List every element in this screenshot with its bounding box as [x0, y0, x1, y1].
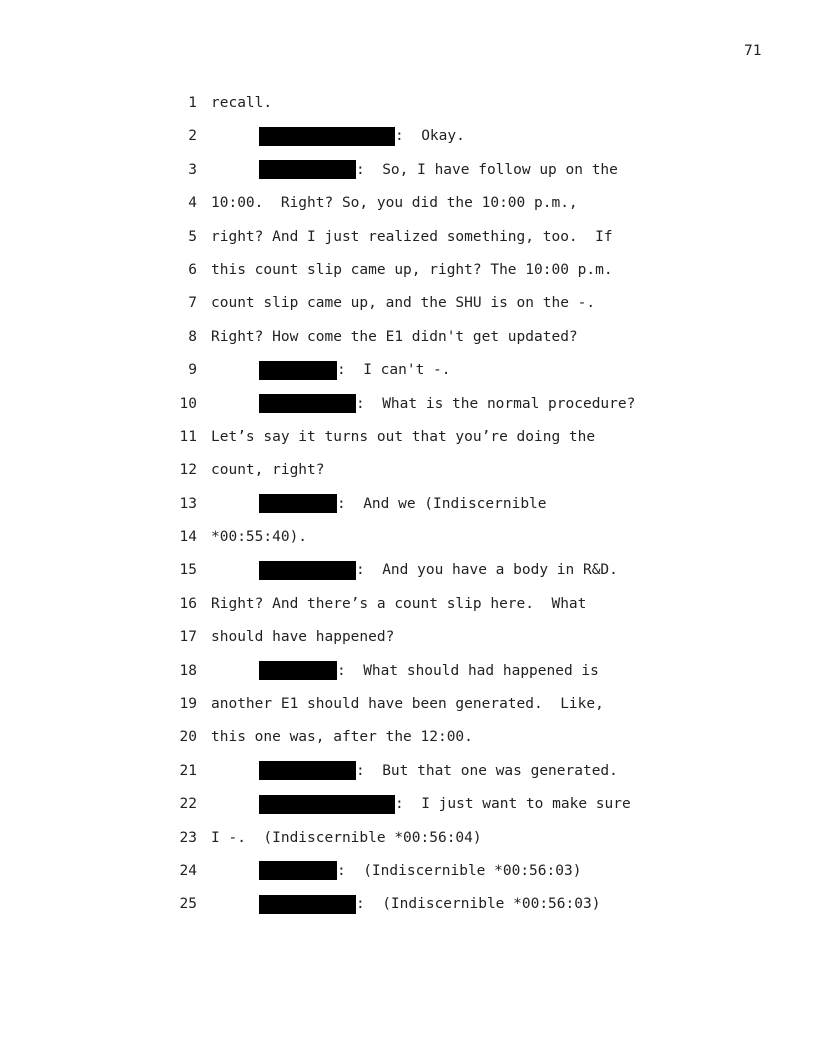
line-number: 12 [179, 462, 197, 479]
line-number: 4 [188, 195, 197, 212]
line-text: Right? How come the E1 didn't get updated? [211, 328, 578, 345]
line-text: recall. [211, 95, 273, 111]
line-text: Let’s say it turns out that you’re doing the [211, 428, 596, 445]
line-number: 24 [179, 862, 197, 879]
line-number: 25 [179, 896, 197, 913]
speaker-turn [259, 494, 547, 514]
line-number: 15 [179, 562, 197, 579]
line-text: I -. (Indiscernible *00:56:04) [211, 829, 482, 846]
line-text: right? And I just realized something, too. If [211, 228, 613, 245]
line-text: : What should had happened is [337, 662, 599, 679]
line-number: 19 [179, 696, 197, 713]
line-number: 22 [179, 796, 197, 813]
speaker-turn [259, 894, 600, 914]
speaker-turn [259, 126, 465, 146]
line-number: 9 [188, 362, 197, 379]
line-text: should have happened? [211, 629, 395, 646]
line-text: : (Indiscernible *00:56:03) [337, 862, 582, 879]
line-number: 20 [179, 729, 197, 746]
line-text: : I can't -. [337, 362, 451, 379]
line-number: 18 [179, 662, 197, 679]
line-number: 2 [188, 128, 197, 145]
line-text: : I just want to make sure [395, 796, 631, 813]
line-number: 14 [179, 529, 197, 546]
redacted-speaker-name [259, 494, 337, 513]
redacted-speaker-name [259, 394, 356, 413]
page-number: 71 [744, 43, 762, 59]
line-number: 3 [188, 161, 197, 178]
redacted-speaker-name [259, 160, 356, 179]
speaker-turn [259, 861, 581, 881]
speaker-turn [259, 360, 451, 380]
line-text: 10:00. Right? So, you did the 10:00 p.m., [211, 195, 578, 212]
line-number: 21 [179, 762, 197, 779]
speaker-turn [259, 560, 618, 580]
line-text: : So, I have follow up on the [356, 161, 618, 178]
line-text: : And we (Indiscernible [337, 495, 547, 512]
redacted-speaker-name [259, 895, 356, 914]
line-text: : But that one was generated. [356, 762, 618, 779]
redacted-speaker-name [259, 561, 356, 580]
line-text: : And you have a body in R&D. [356, 562, 618, 579]
line-text: another E1 should have been generated. Like, [211, 696, 604, 713]
line-number: 7 [188, 295, 197, 312]
redacted-speaker-name [259, 361, 337, 380]
redacted-speaker-name [259, 127, 395, 146]
line-number: 13 [179, 495, 197, 512]
line-number: 11 [179, 428, 197, 445]
line-text: count slip came up, and the SHU is on the -. [211, 295, 596, 312]
line-number: 10 [179, 395, 197, 412]
line-number: 16 [179, 595, 197, 612]
speaker-turn [259, 160, 618, 180]
redacted-speaker-name [259, 661, 337, 680]
line-number: 1 [188, 95, 197, 111]
speaker-turn [259, 794, 631, 814]
line-text: : What is the normal procedure? [356, 395, 636, 412]
speaker-turn [259, 394, 635, 414]
line-text: this count slip came up, right? The 10:00 p.m. [211, 261, 613, 278]
line-text: : (Indiscernible *00:56:03) [356, 896, 601, 913]
line-text: *00:55:40). [211, 529, 308, 546]
speaker-turn [259, 761, 618, 781]
line-text: this one was, after the 12:00. [211, 729, 473, 746]
line-text: : Okay. [395, 128, 465, 145]
line-text: count, right? [211, 462, 325, 479]
line-number: 8 [188, 328, 197, 345]
line-number: 5 [188, 228, 197, 245]
redacted-speaker-name [259, 861, 337, 880]
line-number: 6 [188, 261, 197, 278]
line-number: 17 [179, 629, 197, 646]
redacted-speaker-name [259, 761, 356, 780]
line-number: 23 [179, 829, 197, 846]
speaker-turn [259, 661, 599, 681]
line-text: Right? And there’s a count slip here. What [211, 595, 587, 612]
redacted-speaker-name [259, 795, 395, 814]
